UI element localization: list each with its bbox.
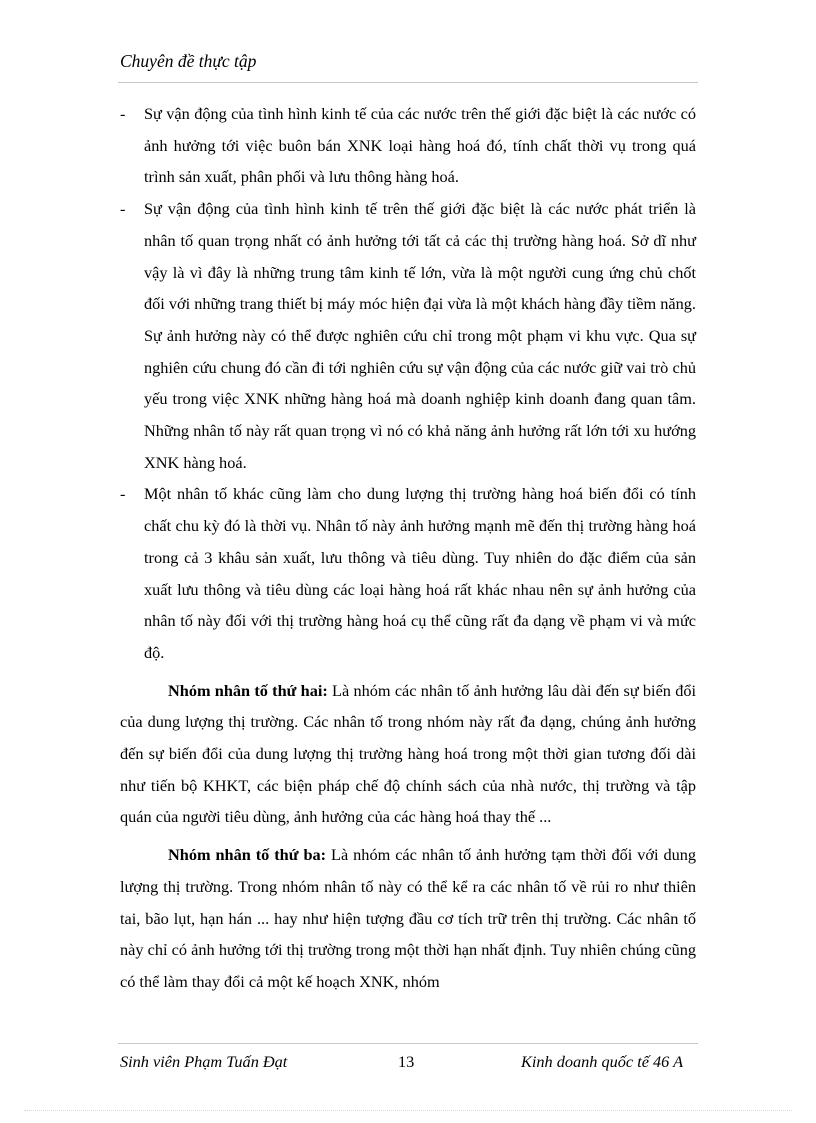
bullet-item — [120, 193, 696, 478]
paragraph-text: Là nhóm các nhân tố ảnh hưởng lâu dài đến sự biến đổi của dung lượng thị trường. Các nhân tố trong nhóm này rất đa dạng, chúng ảnh hưởng đến sự biến đổi của dung lượng thị trường hàng hoá trong một thời gian tương đối dài như tiến bộ KHKT, các biện pháp chế độ chính sách của nhà nước, thị trường và tập quán của người tiêu dùng, ảnh hưởng của các hàng hoá thay thế ... — [120, 680, 696, 827]
header-rule — [118, 82, 698, 83]
footer-author: Sinh viên Phạm Tuấn Đạt — [120, 1052, 288, 1071]
page-number: 13 — [398, 1052, 415, 1071]
bullet-marker: - — [120, 199, 126, 219]
bullet-text: Một nhân tố khác cũng làm cho dung lượng thị trường hàng hoá biến đổi có tính chất chu kỳ đó là thời vụ. Nhân tố này ảnh hưởng mạnh mẽ đến thị trường hàng hoá trong cả 3 khâu sản xuất, lưu thông và tiêu dùng. Tuy nhiên do đặc điểm của sản xuất lưu thông và tiêu dùng các loại hàng hoá rất khác nhau nên sự ảnh hưởng của nhân tố này đối với thị trường hàng hoá cụ thể cũng rất đa dạng về phạm vi và mức độ. — [144, 484, 696, 662]
document-header-title: Chuyên đề thực tập — [120, 51, 257, 71]
paragraph-text: Là nhóm các nhân tố ảnh hưởng tạm thời đối với dung lượng thị trường. Trong nhóm nhân tố này có thể kể ra các nhân tố về rủi ro như thiên tai, bão lụt, hạn hán ... hay như hiện tượng đầu cơ tích trữ trên thị trường. Các nhân tố này chỉ có ảnh hưởng tới thị trường trong một thời hạn nhất định. Tuy nhiên chúng cũng có thể làm thay đổi cả một kế hoạch XNK, nhóm — [120, 845, 697, 991]
footer-class-name: Kinh doanh quốc tế 46 A — [521, 1052, 684, 1071]
paragraph-lead: Nhóm nhân tố thứ ba: — [168, 845, 327, 865]
document-body — [120, 98, 696, 998]
bullet-marker: - — [120, 484, 126, 504]
bullet-marker: - — [120, 104, 126, 123]
bullet-text: Sự vận động của tình hình kinh tế của các nước trên thế giới đặc biệt là các nước có ảnh hưởng tới việc buôn bán XNK loại hàng hoá đó, tính chất thời vụ trong quá trình sản xuất, phân phối và lưu thông hàng hoá. — [144, 104, 696, 187]
paragraph-third-group — [120, 839, 696, 998]
paragraph-second-group — [120, 675, 696, 834]
paragraph-lead: Nhóm nhân tố thứ hai: — [168, 680, 328, 700]
footer-rule — [118, 1043, 698, 1044]
bullet-item — [120, 478, 696, 668]
bullet-item — [120, 98, 696, 193]
bullet-text: Sự vận động của tình hình kinh tế trên thế giới đặc biệt là các nước phát triển là nhân tố quan trọng nhất có ảnh hưởng tới tất cả các thị trường hàng hoá. Sở dĩ như vậy là vì đây là những trung tâm kinh tế lớn, vừa là một người cung ứng chủ chốt đối với những trang thiết bị máy móc hiện đại vừa là một khách hàng đầy tiềm năng. Sự ảnh hưởng này có thể được nghiên cứu chỉ trong một phạm vi khu vực. Qua sự nghiên cứu chung đó cần đi tới nghiên cứu sự vận động của các nước giữ vai trò chủ yếu trong việc XNK những hàng hoá mà doanh nghiệp kinh doanh đang quan tâm. Những nhân tố này rất quan trọng vì nó có khả năng ảnh hưởng rất lớn tới xu hướng XNK hàng hoá. — [144, 199, 696, 472]
page-bottom-border — [24, 1110, 792, 1111]
